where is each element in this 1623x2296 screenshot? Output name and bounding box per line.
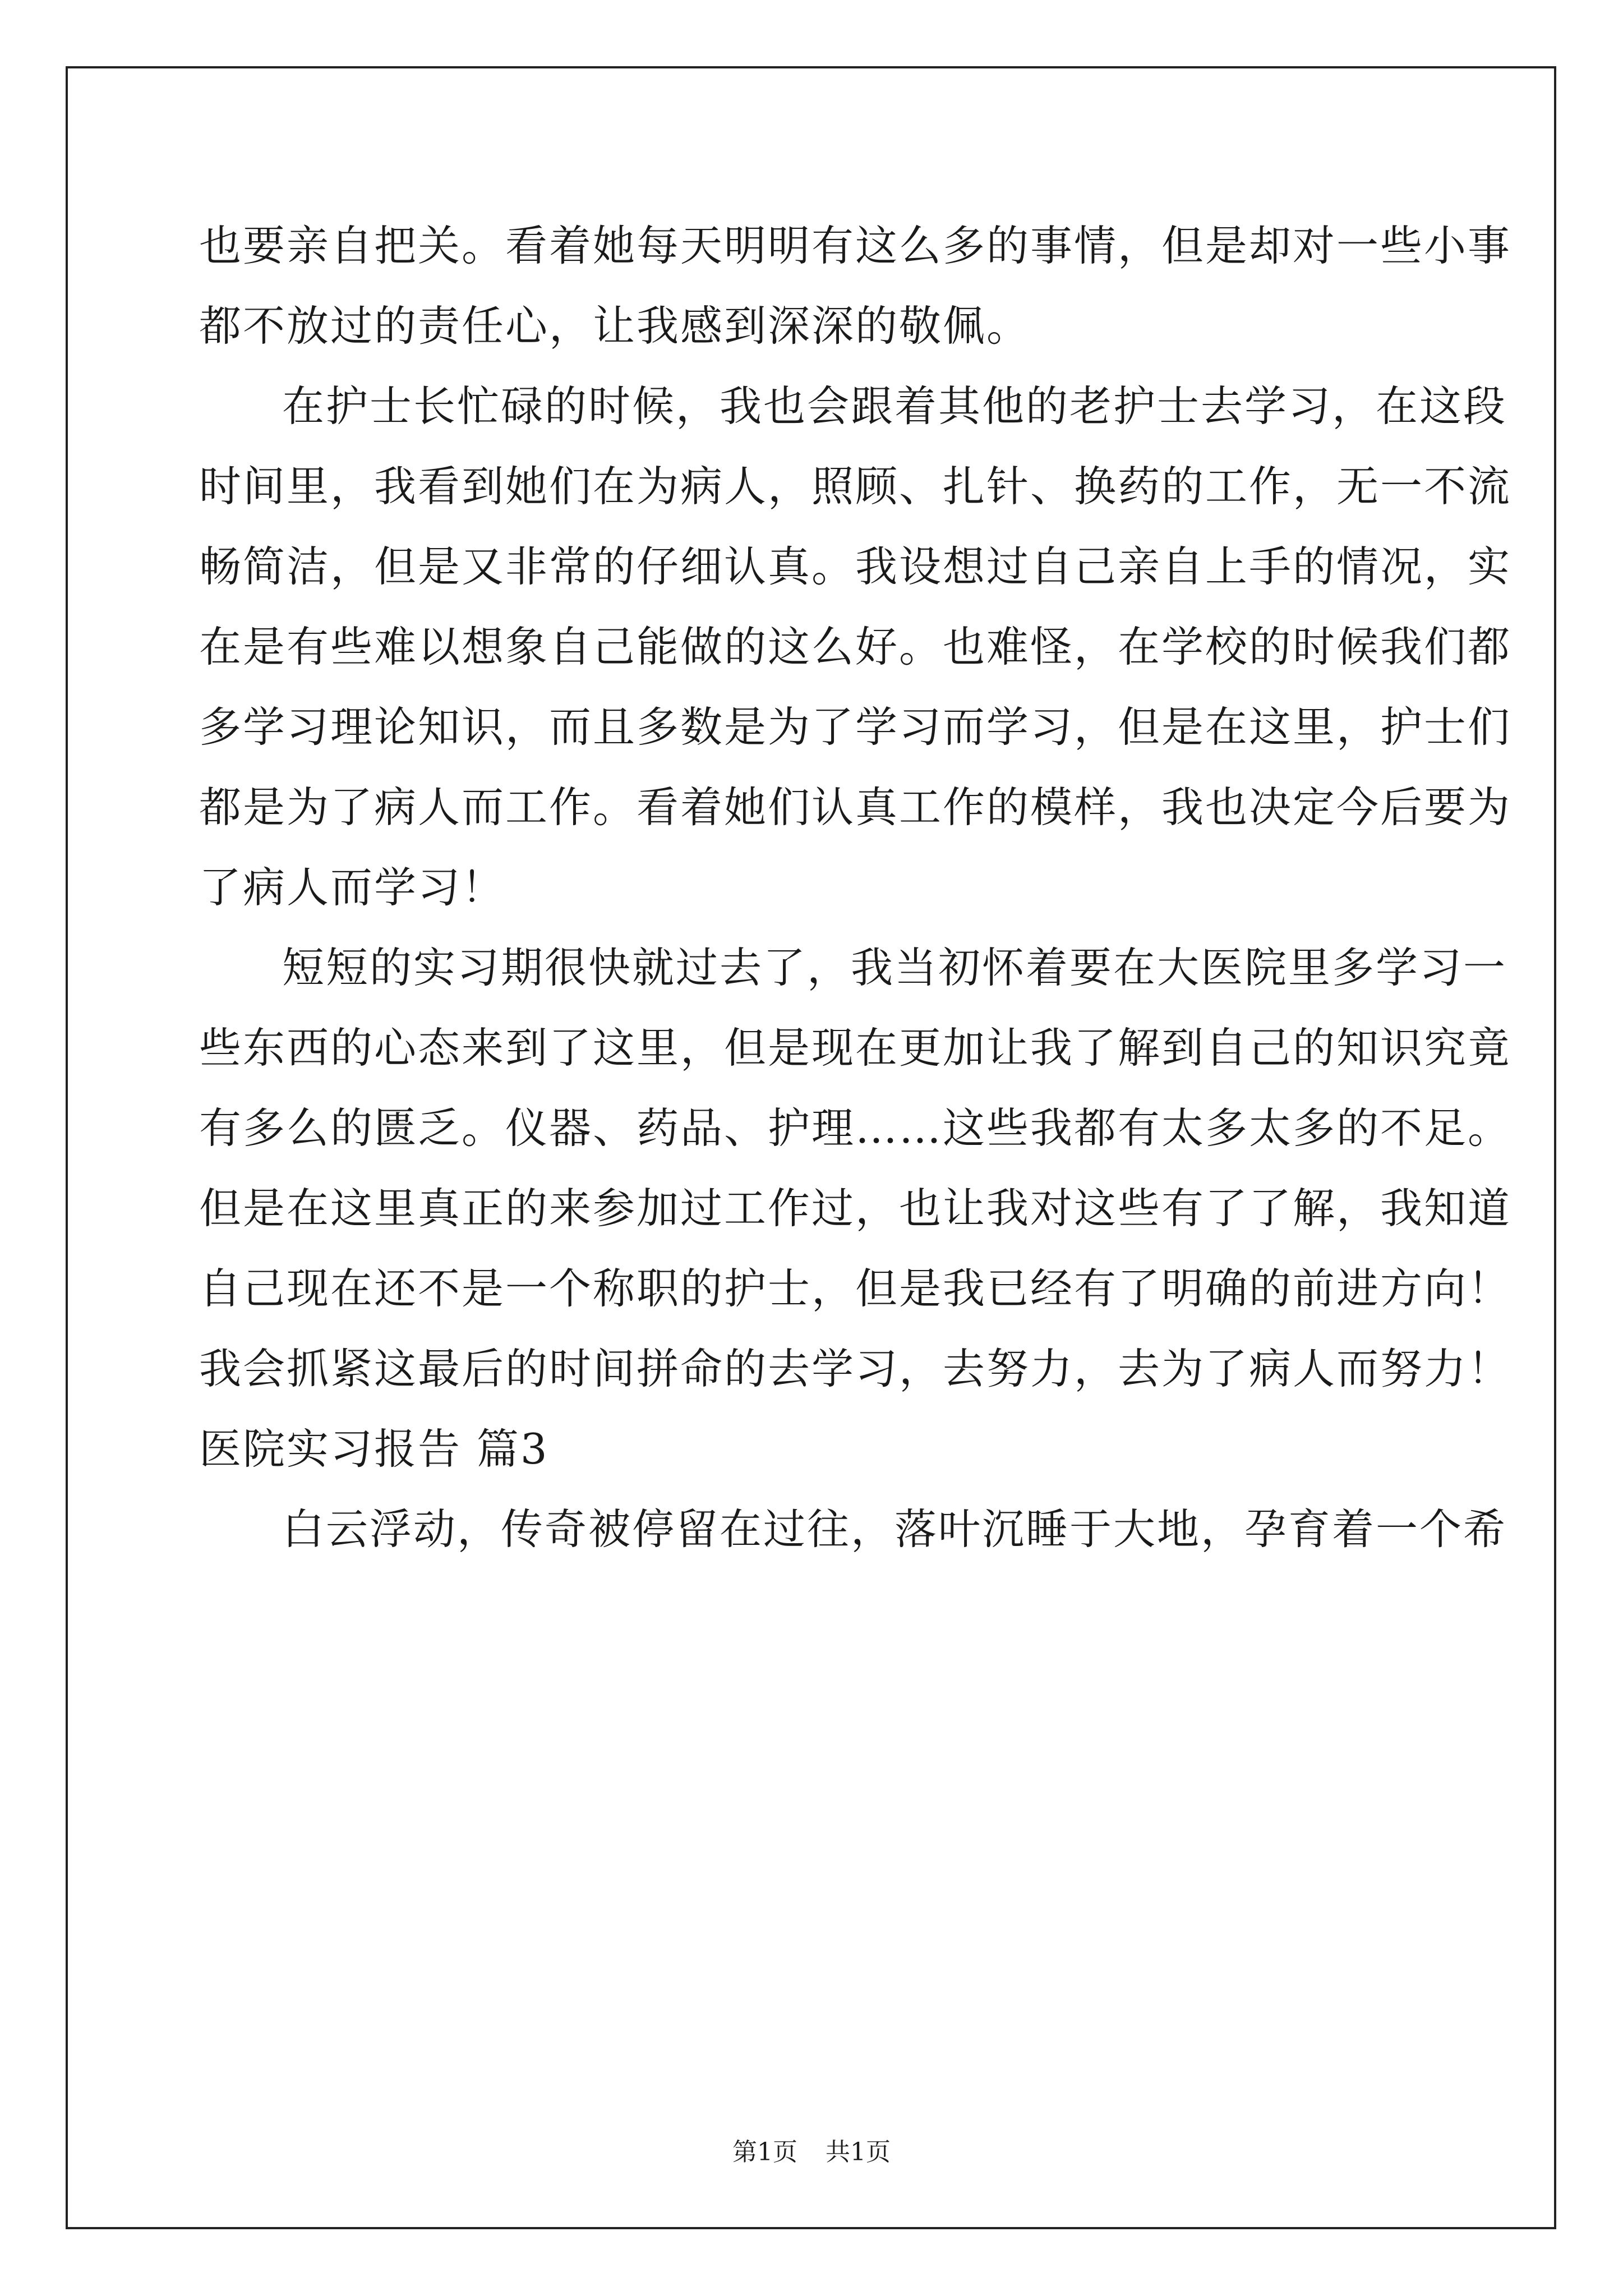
page-number: 第1页 bbox=[732, 2138, 797, 2166]
text-line: 时间里，我看到她们在为病人，照顾、扎针、换药的工作，无一不流 bbox=[199, 462, 1512, 511]
text-line: 都是为了病人而工作。看着她们认真工作的模样，我也决定今后要为 bbox=[199, 783, 1512, 832]
paragraph-first-line: 短短的实习期很快就过去了，我当初怀着要在大医院里多学习一 bbox=[282, 943, 1507, 992]
paragraph-first-line: 白云浮动，传奇被停留在过往，落叶沉睡于大地，孕育着一个希 bbox=[282, 1504, 1507, 1554]
text-line: 了病人而学习！ bbox=[199, 863, 506, 912]
text-line: 畅简洁，但是又非常的仔细认真。我设想过自己亲自上手的情况，实 bbox=[199, 542, 1512, 591]
paragraph-first-line: 在护士长忙碌的时候，我也会跟着其他的老护士去学习，在这段 bbox=[282, 381, 1507, 431]
text-line: 但是在这里真正的来参加过工作过，也让我对这些有了了解，我知道 bbox=[199, 1184, 1512, 1233]
text-line: 我会抓紧这最后的时间拼命的去学习，去努力，去为了病人而努力！ bbox=[199, 1344, 1512, 1393]
text-line: 也要亲自把关。看着她每天明明有这么多的事情，但是却对一些小事 bbox=[199, 221, 1512, 270]
text-line: 自己现在还不是一个称职的护士，但是我已经有了明确的前进方向！ bbox=[199, 1264, 1512, 1313]
text-line: 多学习理论知识，而且多数是为了学习而学习，但是在这里，护士们 bbox=[199, 702, 1512, 752]
text-line: 有多么的匮乏。仪器、药品、护理……这些我都有太多太多的不足。 bbox=[199, 1103, 1512, 1153]
page-total: 共1页 bbox=[826, 2138, 891, 2166]
text-line: 都不放过的责任心，让我感到深深的敬佩。 bbox=[199, 301, 1031, 351]
text-line: 在是有些难以想象自己能做的这么好。也难怪，在学校的时候我们都 bbox=[199, 622, 1512, 671]
section-heading: 医院实习报告 篇3 bbox=[199, 1424, 549, 1474]
page-footer bbox=[0, 2132, 1623, 2168]
text-line: 些东西的心态来到了这里，但是现在更加让我了解到自己的知识究竟 bbox=[199, 1023, 1512, 1073]
